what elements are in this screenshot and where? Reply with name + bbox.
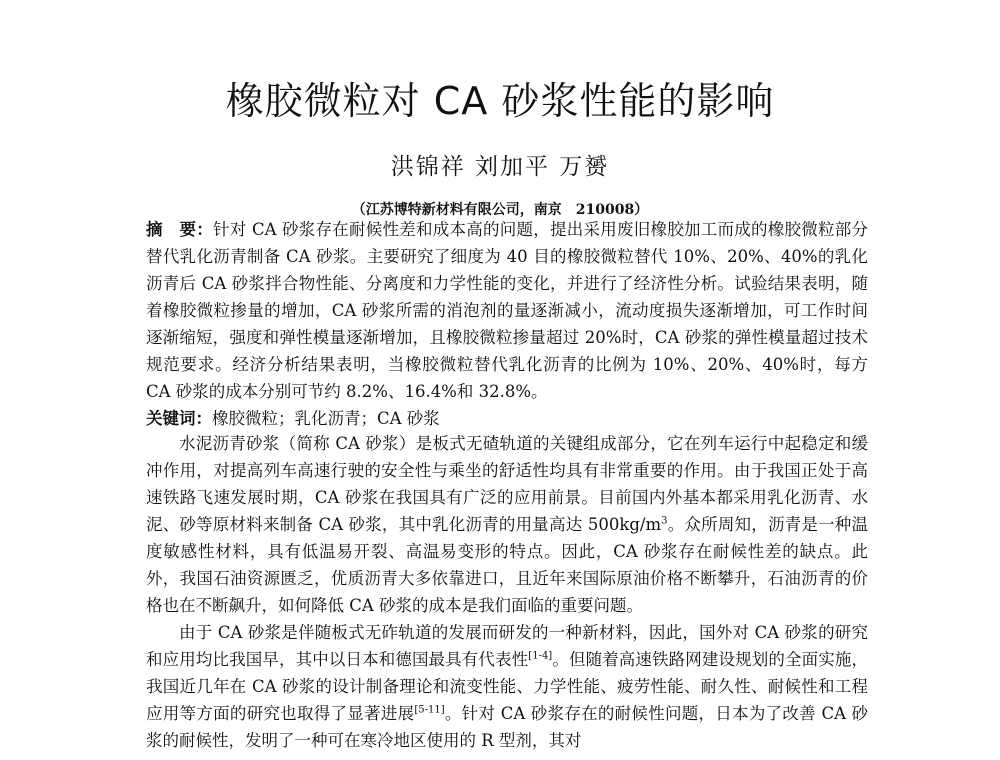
author-list: 洪锦祥 刘加平 万赟 xyxy=(390,154,610,180)
paragraph-2-text-c: 。针对 CA 砂浆存在的耐候性问题，日本为了改善 CA 砂浆的耐候性，发明了一种可在寒冷地区使用的 R 型剂，其对 xyxy=(146,704,869,750)
citation-ref-1-4: [1-4] xyxy=(528,650,553,662)
keywords-text: 橡胶微粒；乳化沥青；CA 砂浆 xyxy=(212,409,440,428)
abstract-section xyxy=(146,216,868,432)
body-paragraph-2 xyxy=(146,619,868,754)
abstract-label: 摘 要： xyxy=(146,220,213,239)
unit-superscript: 3 xyxy=(661,515,668,527)
abstract-text: 针对 CA 砂浆存在耐候性差和成本高的问题，提出采用废旧橡胶加工而成的橡胶微粒部分替代乳化沥青制备 CA 砂浆。主要研究了细度为 40 目的橡胶微粒替代 10%、20%、40%的乳化沥青后 CA 砂浆拌合物性能、分离度和力学性能的变化，并进行了经济性分析。试验结果表明，随着橡胶微粒掺量的增加，CA 砂浆所需的消泡剂的量逐渐减小，流动度损失逐渐增加，可工作时间逐渐缩短，强度和弹性模量逐渐增加，且橡胶微粒掺量超过 20%时，CA 砂浆的弹性模量超过技术规范要求。经济分析结果表明，当橡胶微粒替代乳化沥青的比例为 10%、20%、40%时，每方 CA 砂浆的成本分别可节约 8.2%、16.4%和 32.8%。 xyxy=(146,220,869,401)
keywords-block xyxy=(146,405,868,432)
affiliation: （江苏博特新材料有限公司，南京 210008） xyxy=(351,202,649,218)
citation-ref-5-11: [5-11] xyxy=(414,704,445,716)
keywords-label: 关键词： xyxy=(146,409,212,428)
body-paragraph-1 xyxy=(146,430,868,619)
paragraph-1-text: 水泥沥青砂浆（简称 CA 砂浆）是板式无碴轨道的关键组成部分，它在列车运行中起稳定和缓冲作用，对提高列车高速行驶的安全性与乘坐的舒适性均具有非常重要的作用。由于我国正处于高速铁路飞速发展时期，CA 砂浆在我国具有广泛的应用前景。目前国内外基本都采用乳化沥青、水泥、砂等原材料来制备 CA 砂浆，其中乳化沥青的用量高达 500kg/m xyxy=(146,434,868,534)
paragraph-2-text-b: 。但随着高速铁路网建设规划的全面实施，我国近几年在 CA 砂浆的设计制备理论和流变性能、力学性能、疲劳性能、耐久性、耐候性和工程应用等方面的研究也取得了显著进展 xyxy=(146,650,869,723)
introduction-section xyxy=(146,430,868,754)
paper-title: 橡胶微粒对 CA 砂浆性能的影响 xyxy=(225,79,775,123)
paragraph-1-tail: 。众所周知，沥青是一种温度敏感性材料，具有低温易开裂、高温易变形的特点。因此，CA 砂浆存在耐候性差的缺点。此外，我国石油资源匮乏，优质沥青大多依靠进口，且近年来国际原油价格不断攀升，石油沥青的价格也在不断飙升，如何降低 CA 砂浆的成本是我们面临的重要问题。 xyxy=(146,515,869,615)
paragraph-2-text-a: 由于 CA 砂浆是伴随板式无砟轨道的发展而研发的一种新材料，因此，国外对 CA 砂浆的研究和应用均比我国早，其中以日本和德国最具有代表性 xyxy=(146,623,868,669)
abstract-block xyxy=(146,216,868,405)
